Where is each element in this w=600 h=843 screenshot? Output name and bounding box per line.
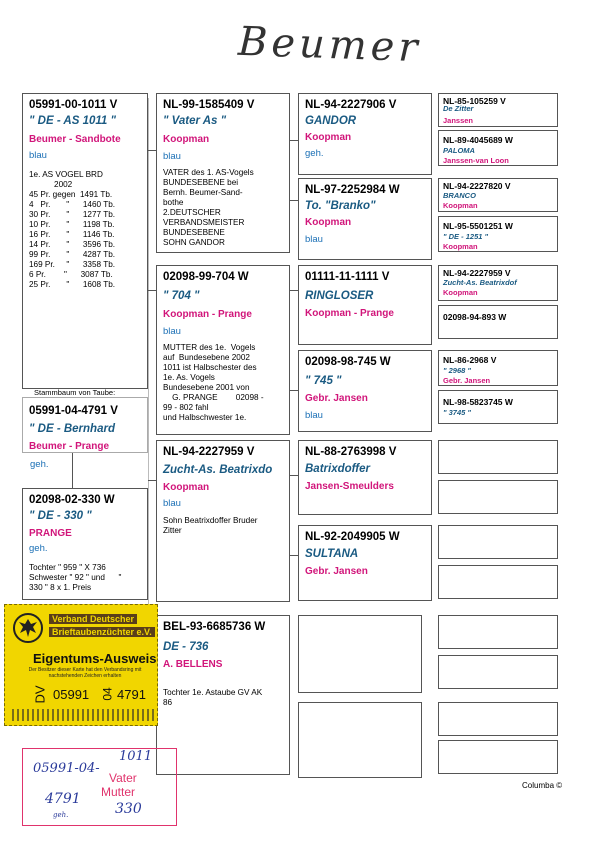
sire-ring: 05991-00-1011 V [29, 99, 118, 111]
grandsire-maternal-box[interactable] [156, 440, 290, 602]
gen3-box[interactable] [298, 178, 432, 260]
granddam-paternal-ring: 02098-99-704 W [163, 271, 249, 283]
gen4-box[interactable] [438, 216, 558, 252]
gen4-name: De Zitter [443, 104, 474, 113]
gen4-box-empty[interactable] [438, 702, 558, 736]
gen3-breeder: Gebr. Jansen [305, 566, 368, 577]
connector [72, 452, 73, 490]
gen4-box-empty[interactable] [438, 565, 558, 599]
granddam-maternal-breeder: A. BELLENS [163, 659, 223, 670]
granddam-maternal-note: Tochter 1e. Astaube GV AK 86 [163, 688, 263, 707]
gen3-name: RINGLOSER [305, 290, 374, 302]
grandsire-paternal-color: blau [163, 151, 181, 162]
gen3-box[interactable] [298, 525, 432, 601]
grandsire-paternal-ring: NL-99-1585409 V [163, 99, 255, 111]
granddam-paternal-color: blau [163, 326, 181, 337]
stamp-vater-num: 1011 [119, 749, 153, 764]
footer-copyright: Columba © [522, 781, 563, 790]
gen3-ring: NL-94-2227906 V [305, 99, 397, 111]
gen3-box[interactable] [298, 440, 432, 515]
gen4-name: " DE - 1251 " [443, 232, 489, 241]
gen4-breeder: Gebr. Jansen [443, 376, 491, 385]
card-ring-number: 05991 [53, 687, 90, 702]
gen4-box-empty[interactable] [438, 615, 558, 649]
sire-note: 1e. AS VOGEL BRD 2002 45 Pr. gegen 1491 Tb. 4 Pr. " 1460 Tb. 30 Pr. " 1277 Tb. 10 Pr. " 1198 Tb. 16 Pr. " 1146 Tb. 14 Pr. " 3596 Tb. 99 Pr. " 4287 Tb. 169 Pr. " 3358 Tb. 6 Pr. " 3087 Tb. 25 Pr. " 1608 Tb. [29, 170, 116, 289]
card-holes [9, 709, 155, 721]
stamp-ring-num: 4791 [45, 791, 81, 807]
gen4-name: PALOMA [443, 146, 475, 155]
handwritten-title: Beumer [237, 18, 423, 72]
grandsire-maternal-note: Sohn Beatrixdoffer Bruder Zitter [163, 516, 258, 535]
gen4-box[interactable] [438, 265, 558, 301]
org-name-1: Verband Deutscher [49, 614, 137, 624]
gen3-box[interactable] [298, 702, 422, 778]
gen4-ring: NL-89-4045689 W [443, 135, 513, 145]
gen3-name: SULTANA [305, 548, 359, 560]
subject-ring: 05991-04-4791 V [29, 405, 118, 417]
granddam-paternal-box[interactable] [156, 265, 290, 435]
gen4-box[interactable] [438, 130, 558, 166]
gen4-box[interactable] [438, 93, 558, 127]
gen4-box-empty[interactable] [438, 525, 558, 559]
connector [148, 150, 156, 151]
gen4-breeder: Koopman [443, 201, 478, 210]
grandsire-maternal-color: blau [163, 498, 181, 509]
gen4-box-empty[interactable] [438, 480, 558, 514]
gen3-ring: NL-92-2049905 W [305, 531, 400, 543]
grandsire-maternal-breeder: Koopman [163, 482, 210, 493]
gen4-ring: NL-85-105259 V [443, 96, 506, 106]
subject-color: geh. [30, 459, 49, 470]
gen4-box[interactable] [438, 178, 558, 212]
card-ring-serial: 4791 [117, 687, 146, 702]
gen4-name: " 2968 " [443, 366, 471, 375]
gen3-breeder: Koopman [305, 217, 352, 228]
gen4-breeder: Janssen [443, 116, 474, 125]
grandsire-maternal-ring: NL-94-2227959 V [163, 446, 255, 458]
gen4-box-empty[interactable] [438, 440, 558, 474]
dam-box[interactable] [22, 488, 148, 600]
gen4-name: " 3745 " [443, 408, 471, 417]
granddam-paternal-breeder: Koopman - Prange [163, 309, 252, 320]
gen3-box[interactable] [298, 93, 432, 175]
dam-color: geh. [29, 543, 48, 554]
gen4-box-empty[interactable] [438, 740, 558, 774]
granddam-maternal-ring: BEL-93-6685736 W [163, 621, 266, 633]
sire-breeder: Beumer - Sandbote [29, 134, 121, 145]
gen3-breeder: Jansen-Smeulders [305, 481, 394, 492]
gen3-name: To. "Branko" [305, 200, 376, 212]
gen4-name: BRANCO [443, 191, 476, 200]
stamp-mutter-label: Mutter [101, 785, 136, 799]
connector [148, 98, 149, 618]
gen4-box[interactable] [438, 390, 558, 424]
gen4-ring: NL-94-2227959 V [443, 268, 511, 278]
gen4-box-empty[interactable] [438, 655, 558, 689]
subject-box[interactable] [22, 397, 148, 453]
eagle-logo [13, 613, 43, 643]
gen3-breeder: Koopman [305, 132, 352, 143]
gen3-box[interactable] [298, 615, 422, 693]
grandsire-paternal-box[interactable] [156, 93, 290, 253]
dam-name: " DE - 330 " [29, 510, 92, 522]
gen4-ring: NL-94-2227820 V [443, 181, 511, 191]
card-code-prefix: DV [32, 685, 48, 704]
granddam-paternal-note: MUTTER des 1e. Vogels auf Bundesebene 2002 1011 ist Halbschester des 1e. As. Vogels Bundesebene 2001 von G. PRANGE 02098 - 99 - 802 fahl und Halbschwester 1e. [163, 343, 264, 422]
grandsire-maternal-name: Zucht-As. Beatrixdo [163, 464, 273, 476]
gen3-name: Batrixdoffer [305, 463, 370, 475]
ownership-card [4, 604, 158, 726]
gen3-ring: NL-97-2252984 W [305, 184, 400, 196]
gen4-breeder: Koopman [443, 242, 478, 251]
gen4-box[interactable] [438, 350, 558, 386]
stamp-vater-label: Vater [109, 771, 137, 785]
gen3-ring: 02098-98-745 W [305, 356, 391, 368]
granddam-maternal-name: DE - 736 [163, 641, 209, 653]
granddam-paternal-name: " 704 " [163, 290, 200, 302]
gen4-box[interactable] [438, 305, 558, 339]
gen3-color: blau [305, 234, 323, 245]
card-title: Eigentums-Ausweis [33, 651, 157, 666]
subject-breeder: Beumer - Prange [29, 441, 110, 452]
gen3-color: geh. [305, 148, 324, 159]
gen3-name: GANDOR [305, 115, 357, 127]
gen4-ring: NL-86-2968 V [443, 355, 497, 365]
dam-breeder: PRANGE [29, 528, 72, 539]
gen3-box[interactable] [298, 350, 432, 432]
dam-ring: 02098-02-330 W [29, 494, 115, 506]
gen3-name: " 745 " [305, 375, 342, 387]
gen4-breeder: Janssen-van Loon [443, 156, 509, 165]
sire-box[interactable] [22, 93, 148, 389]
gen4-ring: NL-98-5823745 W [443, 397, 513, 407]
card-year: 04 [100, 687, 115, 701]
stamp-ring: 05991-04- [33, 761, 100, 776]
sire-name: " DE - AS 1011 " [29, 115, 116, 127]
handwritten-stamp [22, 748, 177, 826]
stamp-mutter-num: 330 [115, 801, 142, 817]
connector [148, 290, 156, 291]
sire-color: blau [29, 150, 47, 161]
gen4-ring: 02098-94-893 W [443, 312, 507, 322]
org-name-2: Brieftaubenzüchter e.V. [49, 627, 155, 637]
stamp-color: geh. [53, 811, 69, 819]
gen4-ring: NL-95-5501251 W [443, 221, 513, 231]
pedigree-label: Stammbaum von Taube: [34, 388, 116, 397]
gen3-breeder: Gebr. Jansen [305, 393, 368, 404]
dam-note: Tochter " 959 " X 736 Schwester " 92 " und " 330 " 8 x 1. Preis [29, 563, 122, 592]
gen3-ring: 01111-11-1111 V [305, 271, 390, 283]
gen3-box[interactable] [298, 265, 432, 345]
card-fine-print: Der Besitzer dieser Karte hat den Verbandsring mit nachstehenden Zeichen erhalten [28, 667, 142, 679]
grandsire-paternal-breeder: Koopman [163, 134, 210, 145]
gen3-breeder: Koopman - Prange [305, 308, 394, 319]
gen4-breeder: Koopman [443, 288, 478, 297]
grandsire-paternal-name: " Vater As " [163, 115, 227, 127]
gen4-name: Zucht-As. Beatrixdof [443, 278, 517, 287]
gen3-ring: NL-88-2763998 V [305, 446, 397, 458]
grandsire-paternal-note: VATER des 1. AS-Vogels BUNDESEBENE bei Bernh. Beumer-Sand- bothe 2.DEUTSCHER VERBANDSMEISTER BUNDESEBENE SOHN GANDOR [163, 168, 254, 247]
subject-name: " DE - Bernhard [29, 423, 115, 435]
gen3-color: blau [305, 410, 323, 421]
connector [148, 480, 156, 481]
